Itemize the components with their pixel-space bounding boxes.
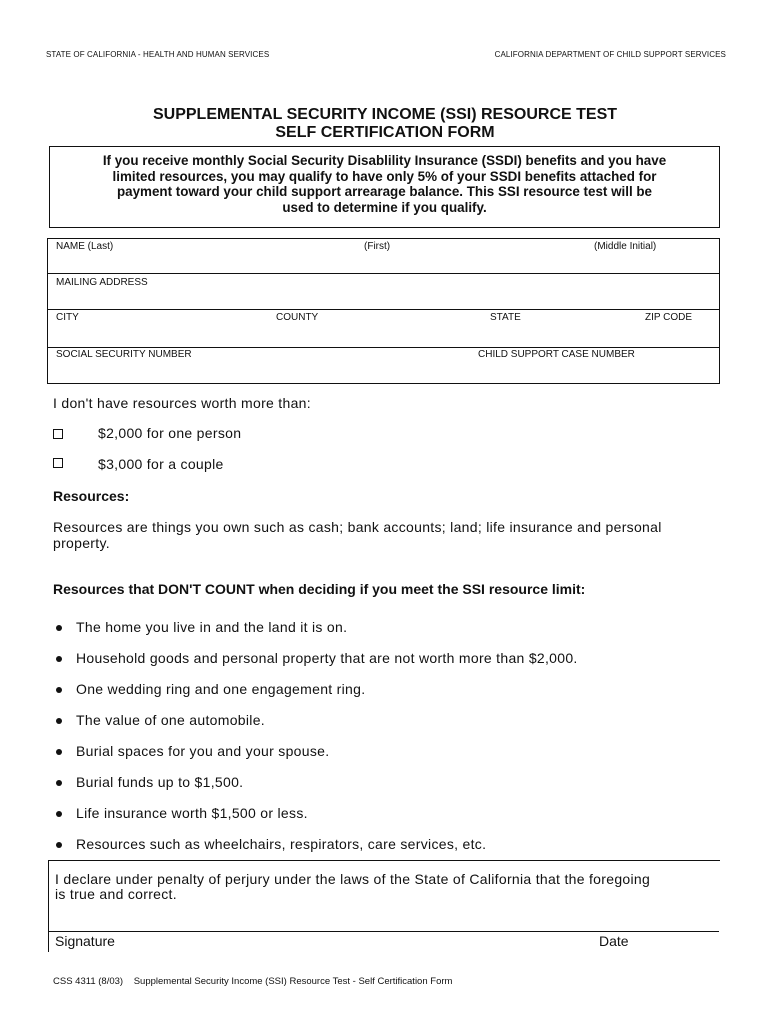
- exclusion-item: Burial funds up to $1,500.: [76, 774, 244, 790]
- couple-option: $3,000 for a couple: [98, 456, 224, 472]
- declaration-box: [48, 860, 720, 952]
- date-label: Date: [599, 933, 629, 949]
- declaration-line1: I declare under penalty of perjury under the laws of the State of California that the foregoing: [55, 871, 651, 887]
- city-label: CITY: [56, 312, 79, 323]
- form-footer: [53, 976, 452, 987]
- signature-label: Signature: [55, 933, 115, 949]
- name-last-label: NAME (Last): [56, 241, 114, 252]
- declaration-line2: is true and correct.: [55, 886, 177, 902]
- form-code: CSS 4311 (8/03): [53, 976, 124, 987]
- case-number-label: CHILD SUPPORT CASE NUMBER: [478, 349, 635, 360]
- bullet-icon: [56, 687, 62, 693]
- exclusion-item: Household goods and personal property that are not worth more than $2,000.: [76, 650, 578, 666]
- name-middle-label: (Middle Initial): [594, 241, 657, 252]
- couple-checkbox[interactable]: [53, 458, 63, 468]
- exclusion-item: The home you live in and the land it is on.: [76, 619, 348, 635]
- bullet-icon: [56, 780, 62, 786]
- resources-intro: I don't have resources worth more than:: [53, 395, 311, 411]
- header-agency-left: STATE OF CALIFORNIA - HEALTH AND HUMAN SERVICES: [46, 50, 270, 59]
- one-person-checkbox[interactable]: [53, 429, 63, 439]
- bullet-icon: [56, 811, 62, 817]
- signature-field[interactable]: [49, 901, 719, 931]
- state-label: STATE: [490, 312, 521, 323]
- bullet-icon: [56, 625, 62, 631]
- exclusion-item: The value of one automobile.: [76, 712, 265, 728]
- mailing-address-label: MAILING ADDRESS: [56, 277, 148, 288]
- form-title-line1: SUPPLEMENTAL SECURITY INCOME (SSI) RESOURCE TEST: [152, 106, 618, 123]
- resources-heading: Resources:: [53, 488, 130, 504]
- mailing-address-field[interactable]: [48, 274, 719, 308]
- notice-box: [49, 146, 720, 228]
- bullet-icon: [56, 718, 62, 724]
- notice-line1: If you receive monthly Social Security Disablility Insurance (SSDI) benefits and you have: [102, 153, 667, 168]
- one-person-option: $2,000 for one person: [98, 425, 242, 441]
- exclusion-item: Burial spaces for you and your spouse.: [76, 743, 330, 759]
- bullet-icon: [56, 842, 62, 848]
- header-agency-right: CALIFORNIA DEPARTMENT OF CHILD SUPPORT SERVICES: [494, 50, 726, 59]
- ssn-label: SOCIAL SECURITY NUMBER: [56, 349, 192, 360]
- bullet-icon: [56, 749, 62, 755]
- exclusion-item: One wedding ring and one engagement ring.: [76, 681, 366, 697]
- exclusion-item: Resources such as wheelchairs, respirators, care services, etc.: [76, 836, 487, 852]
- personal-info-form: [47, 238, 720, 384]
- resources-definition-line2: property.: [53, 535, 110, 551]
- exclusion-item: Life insurance worth $1,500 or less.: [76, 805, 308, 821]
- ssn-case-field[interactable]: [48, 348, 719, 383]
- bullet-icon: [56, 656, 62, 662]
- form-title-line2: SELF CERTIFICATION FORM: [275, 124, 495, 141]
- signature-line: [49, 931, 719, 932]
- footer-form-title: Supplemental Security Income (SSI) Resource Test - Self Certification Form: [133, 976, 453, 987]
- zip-code-label: ZIP CODE: [645, 312, 693, 323]
- city-state-zip-field[interactable]: [48, 310, 719, 346]
- notice-line4: used to determine if you qualify.: [282, 199, 487, 215]
- county-label: COUNTY: [276, 312, 319, 323]
- name-first-label: (First): [364, 241, 391, 252]
- exclusions-heading: Resources that DON'T COUNT when deciding if you meet the SSI resource limit:: [53, 581, 586, 597]
- resources-definition-line1: Resources are things you own such as cash; bank accounts; land; life insurance and personal: [53, 519, 662, 535]
- notice-line3: payment toward your child support arrearage balance. This SSI resource test will be: [116, 184, 653, 199]
- notice-line2: limited resources, you may qualify to have only 5% of your SSDI benefits attached for: [112, 168, 657, 184]
- name-field[interactable]: [48, 239, 719, 272]
